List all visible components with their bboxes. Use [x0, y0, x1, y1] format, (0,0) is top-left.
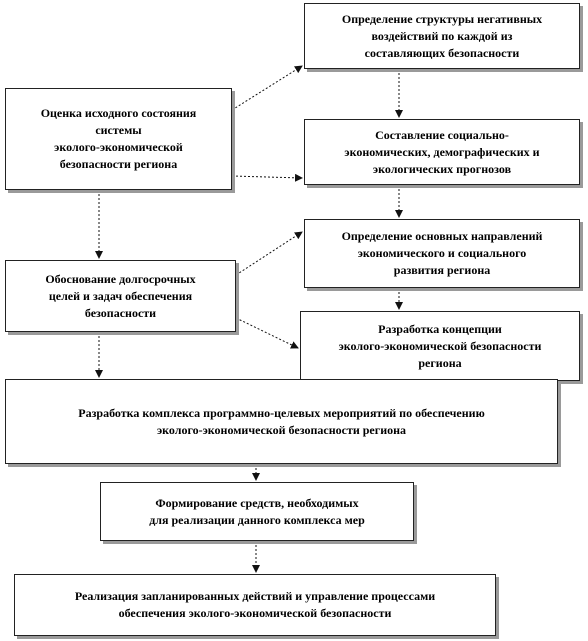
- box-main-directions-text: Определение основных направлений экономического и социального развития региона: [341, 229, 543, 277]
- box-initial-state-text: Оценка исходного состояния системы эколого-экономической безопасности региона: [40, 106, 197, 171]
- box-resources: [100, 482, 414, 541]
- box-negative-impacts: [304, 3, 580, 69]
- box-long-term-goals: [5, 260, 236, 332]
- box-main-directions: [304, 219, 580, 288]
- box-resources-text: Формирование средств, необходимых для реализации данного комплекса мер: [149, 495, 365, 527]
- box-concept-text: Разработка концепции эколого-экономической безопасности региона: [338, 321, 542, 370]
- box-negative-impacts-text: Определение структуры негативных воздействий по каждой из составляющих безопасности: [341, 11, 543, 60]
- box-forecasts: [304, 119, 580, 185]
- arrow-goals-to-directions: [236, 232, 302, 275]
- arrow-goals-to-concept: [236, 318, 298, 348]
- box-forecasts-text: Составление социально- экономических, демографических и экологических прогнозов: [344, 127, 540, 176]
- box-concept: [300, 311, 580, 381]
- arrow-initial-to-forecasts: [232, 176, 302, 178]
- box-program-complex-text: Разработка комплекса программно-целевых мероприятий по обеспечению эколого-экономической безопасности региона: [78, 405, 485, 437]
- box-initial-state: [5, 88, 232, 190]
- box-program-complex: [5, 379, 558, 464]
- box-implementation: [14, 574, 496, 636]
- box-implementation-text: Реализация запланированных действий и управление процессами обеспечения эколого-экономической безопасности: [74, 589, 436, 620]
- arrow-initial-to-negative: [232, 66, 302, 110]
- box-long-term-goals-text: Обоснование долгосрочных целей и задач обеспечения безопасности: [45, 271, 196, 320]
